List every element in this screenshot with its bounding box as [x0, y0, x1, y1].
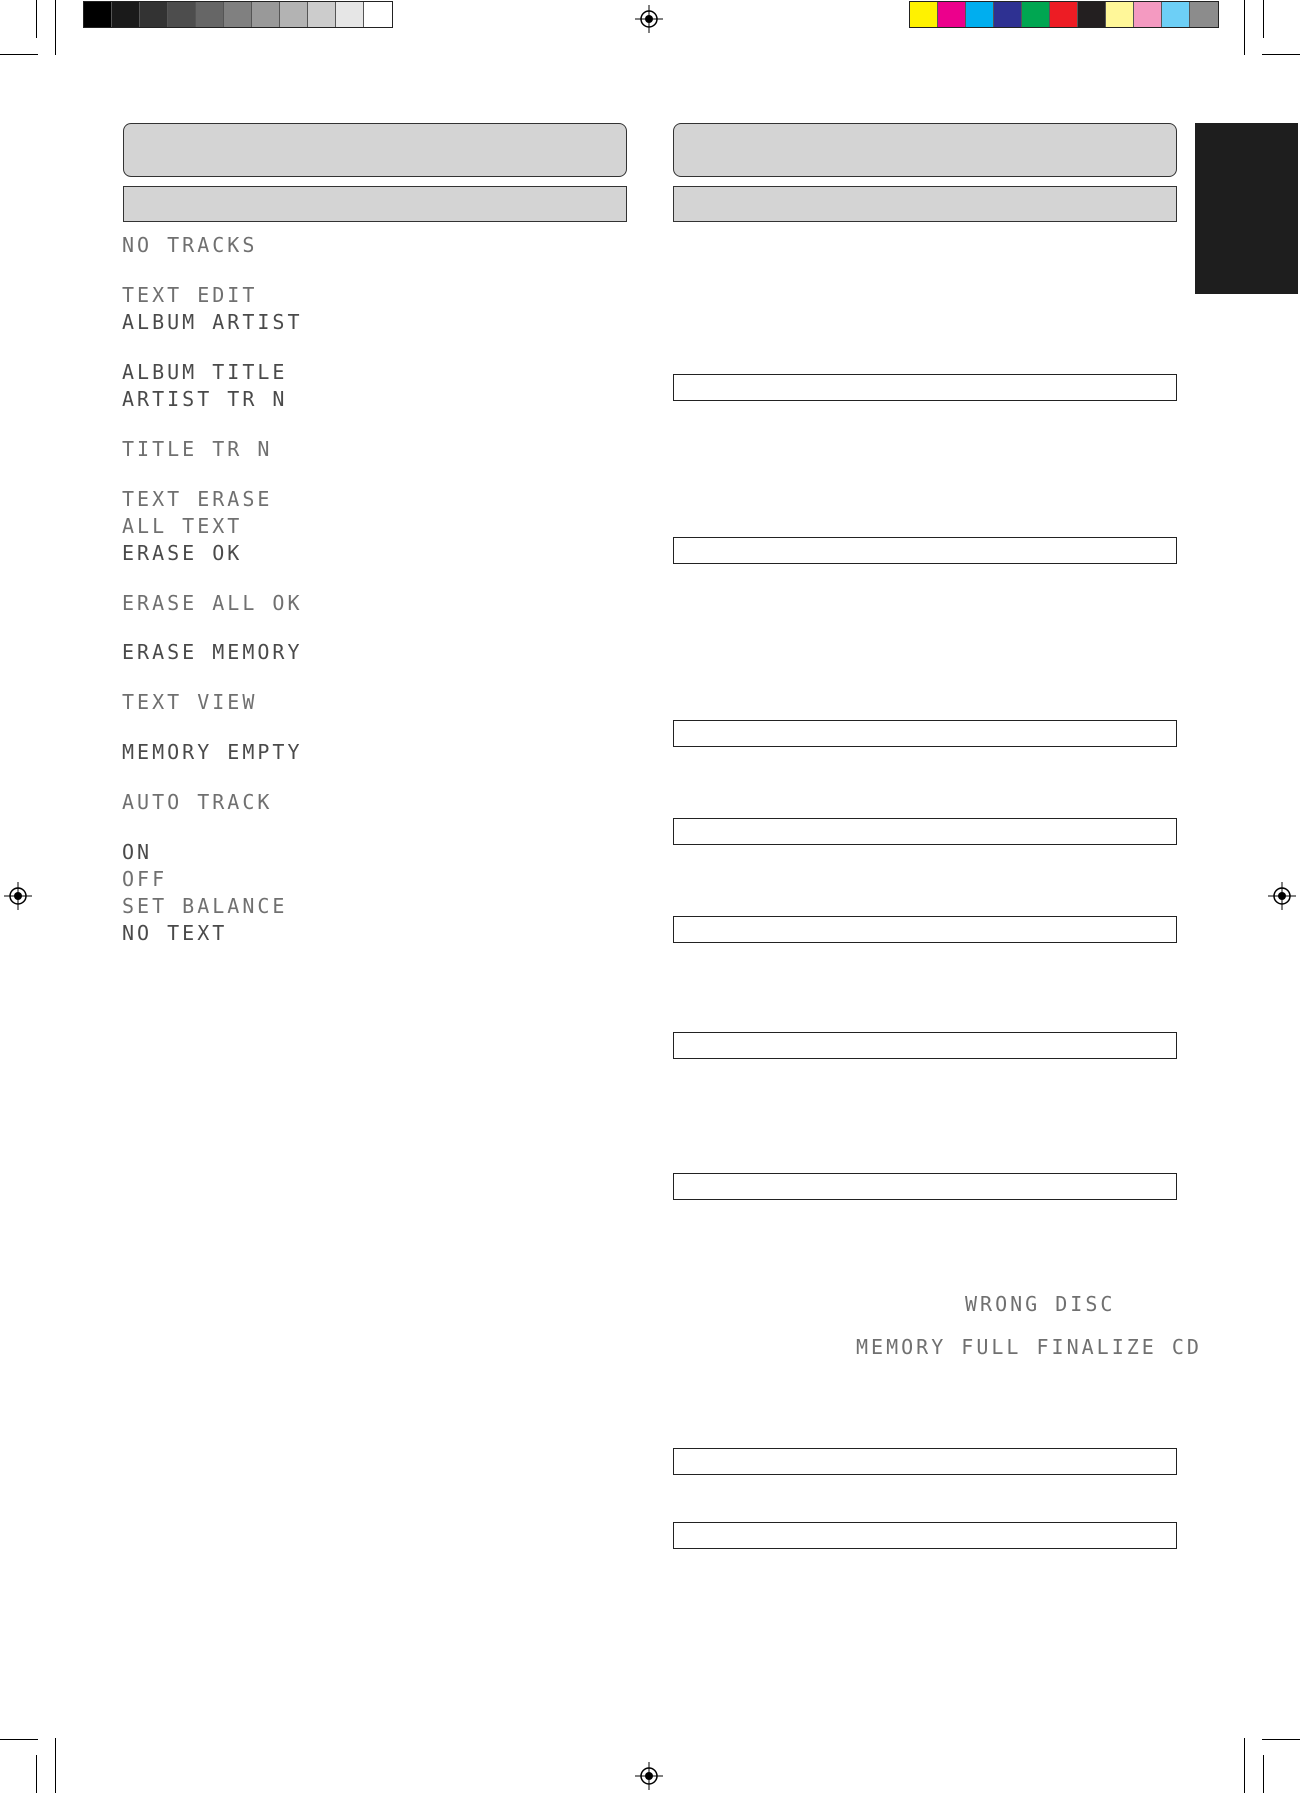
color-swatch	[1134, 2, 1162, 27]
heading-frame	[673, 818, 1177, 845]
heading-frame	[673, 720, 1177, 747]
left-section-subheader	[123, 186, 627, 222]
color-swatch	[966, 2, 994, 27]
color-swatch	[1078, 2, 1106, 27]
color-swatch	[336, 2, 364, 27]
display-message: ALL TEXT	[122, 514, 243, 538]
left-section-header	[123, 123, 627, 177]
display-message: ERASE MEMORY	[122, 640, 303, 664]
display-message: TEXT VIEW	[122, 690, 258, 714]
color-swatch	[994, 2, 1022, 27]
display-message: SET BALANCE	[122, 894, 288, 918]
color-calibration-bar	[909, 1, 1219, 28]
color-swatch	[280, 2, 308, 27]
display-message: OFF	[122, 867, 168, 891]
heading-frame	[673, 374, 1177, 401]
gray-scale-bar	[83, 1, 393, 28]
display-message: TITLE TR N	[122, 437, 273, 461]
display-message: ALBUM ARTIST	[122, 310, 303, 334]
display-message: WRONG DISC	[965, 1292, 1116, 1316]
display-message: AUTO TRACK	[122, 790, 273, 814]
heading-frame	[673, 1522, 1177, 1549]
language-tab	[1195, 123, 1298, 294]
display-message: ON	[122, 840, 153, 864]
color-swatch	[140, 2, 168, 27]
display-message: ALBUM TITLE	[122, 360, 288, 384]
heading-frame	[673, 916, 1177, 943]
registration-mark-icon	[635, 1762, 663, 1790]
heading-frame	[673, 537, 1177, 564]
registration-mark-icon	[635, 5, 663, 33]
color-swatch	[910, 2, 938, 27]
color-swatch	[1022, 2, 1050, 27]
color-swatch	[84, 2, 112, 27]
color-swatch	[196, 2, 224, 27]
display-message: TEXT EDIT	[122, 283, 258, 307]
heading-frame	[673, 1173, 1177, 1200]
display-message: TEXT ERASE	[122, 487, 273, 511]
color-swatch	[252, 2, 280, 27]
color-swatch	[168, 2, 196, 27]
heading-frame	[673, 1448, 1177, 1475]
color-swatch	[364, 2, 392, 27]
display-message: ARTIST TR N	[122, 387, 288, 411]
right-section-header	[673, 123, 1177, 177]
color-swatch	[938, 2, 966, 27]
registration-mark-icon	[1268, 882, 1296, 910]
color-swatch	[1050, 2, 1078, 27]
color-swatch	[224, 2, 252, 27]
display-message: NO TEXT	[122, 921, 228, 945]
color-swatch	[308, 2, 336, 27]
display-message: MEMORY FULL FINALIZE CD	[856, 1335, 1202, 1359]
display-message: MEMORY EMPTY	[122, 740, 303, 764]
heading-frame	[673, 1032, 1177, 1059]
display-message: NO TRACKS	[122, 233, 258, 257]
right-section-subheader	[673, 186, 1177, 222]
display-message: ERASE OK	[122, 541, 243, 565]
registration-mark-icon	[4, 882, 32, 910]
color-swatch	[1106, 2, 1134, 27]
color-swatch	[1162, 2, 1190, 27]
color-swatch	[1190, 2, 1218, 27]
color-swatch	[112, 2, 140, 27]
display-message: ERASE ALL OK	[122, 591, 303, 615]
